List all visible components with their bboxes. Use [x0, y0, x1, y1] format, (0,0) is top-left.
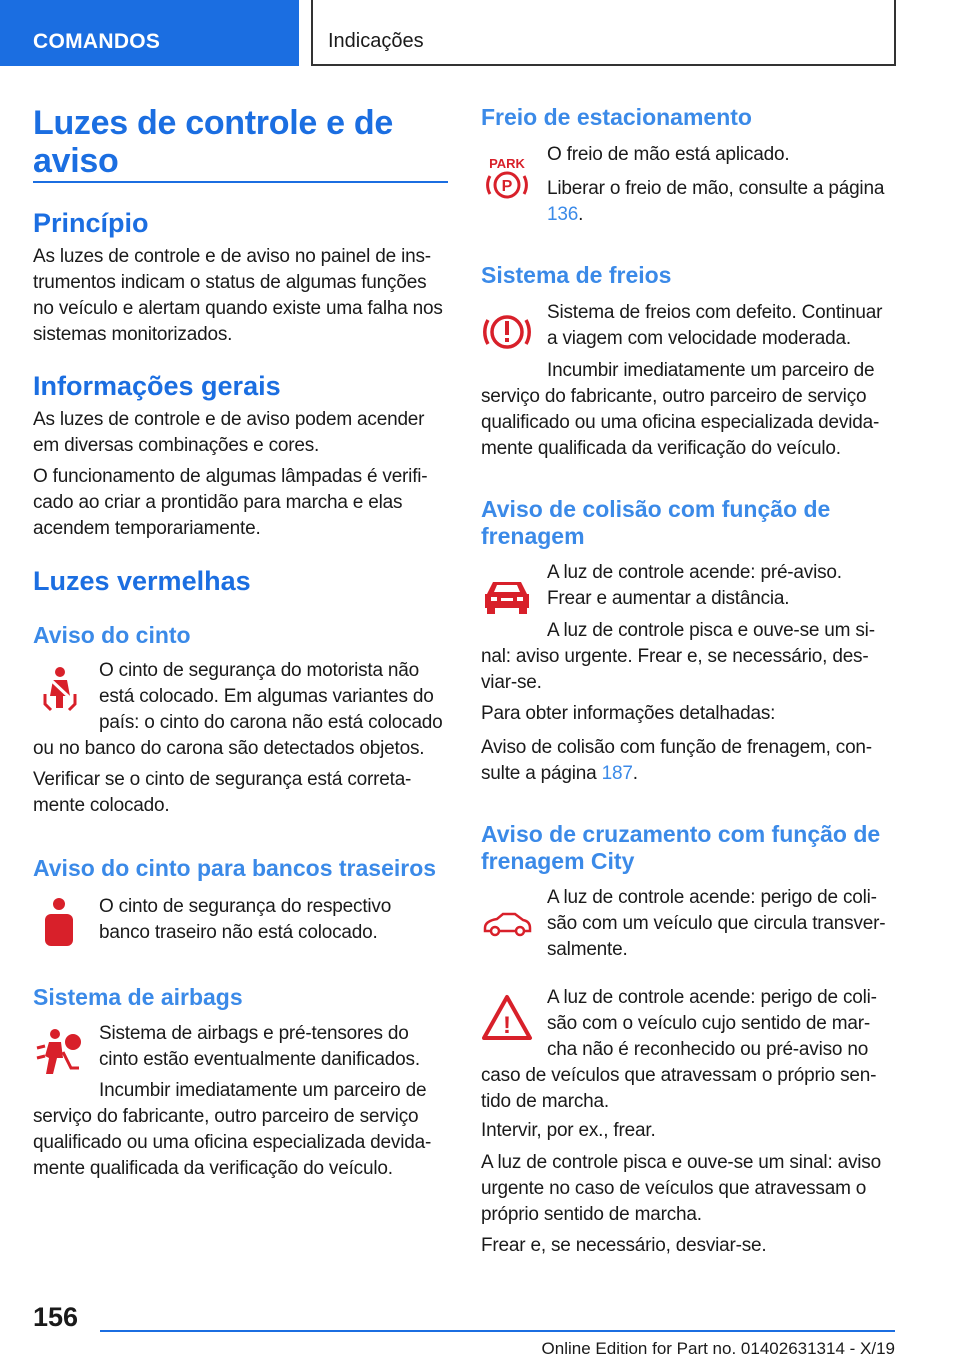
- svg-text:P: P: [501, 178, 513, 195]
- page-link-187[interactable]: 187: [601, 763, 633, 784]
- heading-sistema-freios: Sistema de freios: [481, 262, 672, 288]
- heading-principio: Princípio: [33, 208, 149, 238]
- cruzamento-paragraph-3: Intervir, por ex., frear.: [481, 1120, 656, 1141]
- page-number: 156: [33, 1302, 79, 1332]
- edition-text: Online Edition for Part no. 01402631314 - X/19: [541, 1339, 895, 1358]
- freios-paragraph-2: Incumbir imediatamente um parceiro de serviço do fabricante, outro parceiro de serviço qualificado ou uma oficina especializada devida- mente qualificada da verificação do veículo.: [481, 360, 880, 459]
- heading-sistema-airbags: Sistema de airbags: [33, 984, 243, 1010]
- svg-text:!: !: [503, 1012, 511, 1039]
- heading-aviso-cinto-traseiro: Aviso do cinto para bancos traseiros: [33, 855, 437, 881]
- airbags-paragraph-1: Sistema de airbags e pré-tensores do cinto estão eventualmente danificados.: [99, 1023, 420, 1070]
- chapter-label: Indicações: [328, 30, 424, 52]
- section-label: COMANDOS: [33, 30, 161, 53]
- colisao-paragraph-2: A luz de controle pisca e ouve-se um si- nal: aviso urgente. Frear e, se necessário, des- viar-se.: [481, 620, 875, 693]
- heading-luzes-vermelhas: Luzes vermelhas: [33, 566, 251, 596]
- page-link-136[interactable]: 136: [547, 204, 579, 225]
- heading-aviso-cinto: Aviso do cinto: [33, 622, 191, 648]
- cruzamento-paragraph-1: A luz de controle acende: perigo de coli- são com um veículo que circula transver- salmente.: [547, 887, 886, 960]
- airbags-paragraph-2: Incumbir imediatamente um parceiro de serviço do fabricante, outro parceiro de serviço qualificado ou uma oficina especializada devida- mente qualificada da verificação do veículo.: [33, 1080, 432, 1179]
- cinto-traseiro-paragraph: O cinto de segurança do respectivo banco traseiro não está colocado.: [99, 896, 392, 943]
- page-title: Luzes de controle e de aviso: [33, 104, 393, 180]
- footer-rule: [100, 1330, 895, 1332]
- gerais-paragraph-2: O funcionamento de algumas lâmpadas é verifi- cado ao criar a prontidão para marcha e elas acendem temporariamente.: [33, 466, 428, 539]
- cruzamento-paragraph-4: A luz de controle pisca e ouve-se um sinal: aviso urgente no caso de veículos que atravessam o próprio sentido de marcha.: [481, 1152, 881, 1225]
- chapter-header: [311, 0, 896, 66]
- cruzamento-paragraph-5: Frear e, se necessário, desviar-se.: [481, 1235, 767, 1256]
- gerais-paragraph-1: As luzes de controle e de aviso podem acender em diversas combinações e cores.: [33, 409, 425, 456]
- colisao-paragraph-1: A luz de controle acende: pré-aviso. Frear e aumentar a distância.: [547, 562, 842, 609]
- heading-freio-estacionamento: Freio de estacionamento: [481, 104, 752, 130]
- freios-paragraph-1: Sistema de freios com defeito. Continuar a viagem com velocidade moderada.: [547, 302, 883, 349]
- freio-paragraph-1: O freio de mão está aplicado.: [547, 144, 790, 165]
- section-tab: [0, 0, 299, 66]
- cinto-paragraph-2: Verificar se o cinto de segurança está correta- mente colocado.: [33, 769, 412, 816]
- heading-aviso-colisao: Aviso de colisão com função de frenagem: [481, 496, 831, 549]
- colisao-paragraph-3: Para obter informações detalhadas:: [481, 703, 776, 724]
- title-rule: [33, 181, 448, 183]
- heading-aviso-cruzamento: Aviso de cruzamento com função de frenagem City: [481, 821, 881, 874]
- svg-text:PARK: PARK: [489, 156, 525, 171]
- principio-text: As luzes de controle e de aviso no painel de ins- trumentos indicam o status de algumas funções no veículo e alertam quando existe uma falha nos sistemas monitorizados.: [33, 246, 443, 345]
- cinto-paragraph-1: O cinto de segurança do motorista não está colocado. Em algumas variantes do país: o cinto do carona não está colocado ou no banco do carona são detectados objetos.: [33, 660, 443, 759]
- cruzamento-paragraph-2: A luz de controle acende: perigo de coli- são com o veículo cujo sentido de mar- cha não é reconhecido ou pré-aviso no caso de veículos que atravessam o próprio sen- tido de marcha.: [481, 987, 877, 1112]
- freio-paragraph-2: Liberar o freio de mão, consulte a página 136.: [547, 178, 885, 225]
- colisao-paragraph-4: Aviso de colisão com função de frenagem, con- sulte a página 187.: [481, 737, 872, 784]
- heading-informacoes-gerais: Informações gerais: [33, 371, 281, 401]
